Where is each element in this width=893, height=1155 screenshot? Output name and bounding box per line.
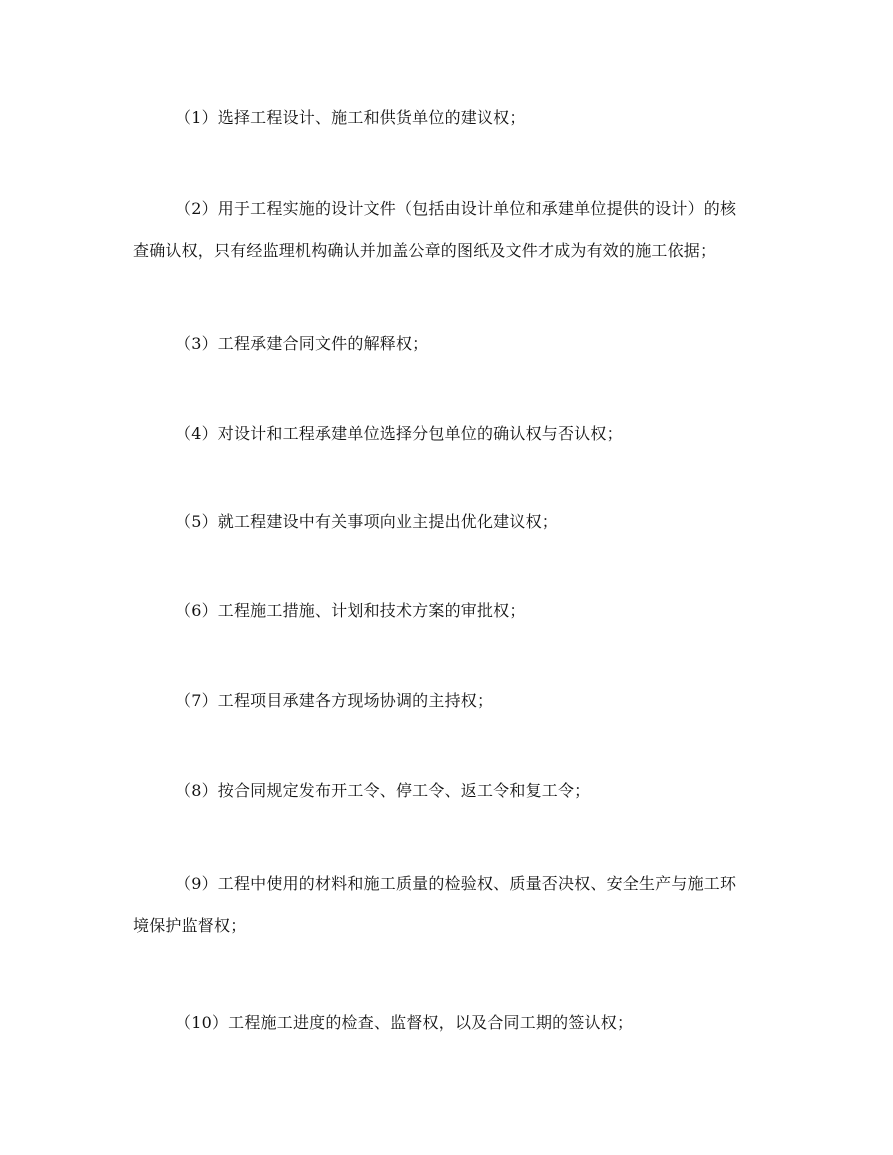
clause-1 xyxy=(133,97,781,139)
clause-8-line-1: （8）按合同规定发布开工令、停工令、返工令和复工令； xyxy=(175,781,591,800)
clause-7 xyxy=(133,680,781,722)
clause-9-line-1: （9）工程中使用的材料和施工质量的检验权、质量否决权、安全生产与施工环 xyxy=(175,874,737,893)
clause-5-line-1: （5）就工程建设中有关事项向业主提出优化建议权； xyxy=(175,512,558,531)
clause-1-line-1: （1）选择工程设计、施工和供货单位的建议权； xyxy=(175,108,526,127)
clause-4 xyxy=(133,413,781,455)
clause-6-line-1: （6）工程施工措施、计划和技术方案的审批权； xyxy=(175,601,526,620)
clause-3-line-1: （3）工程承建合同文件的解释权； xyxy=(175,334,429,353)
clause-9-line-2: 境保护监督权； xyxy=(133,916,247,935)
clause-2 xyxy=(133,188,781,272)
clause-10 xyxy=(133,1002,781,1044)
clause-2-line-1: （2）用于工程实施的设计文件（包括由设计单位和承建单位提供的设计）的核 xyxy=(175,199,737,218)
clause-3 xyxy=(133,323,781,365)
clause-10-line-1: （10）工程施工进度的检查、监督权，以及合同工期的签认权； xyxy=(175,1013,634,1032)
clause-6 xyxy=(133,590,781,632)
clause-5 xyxy=(133,501,781,543)
clause-7-line-1: （7）工程项目承建各方现场协调的主持权； xyxy=(175,691,494,710)
clause-8 xyxy=(133,770,781,812)
clause-2-line-2: 查确认权，只有经监理机构确认并加盖公章的图纸及文件才成为有效的施工依据； xyxy=(133,241,717,260)
clause-9 xyxy=(133,863,781,947)
clause-4-line-1: （4）对设计和工程承建单位选择分包单位的确认权与否认权； xyxy=(175,424,623,443)
